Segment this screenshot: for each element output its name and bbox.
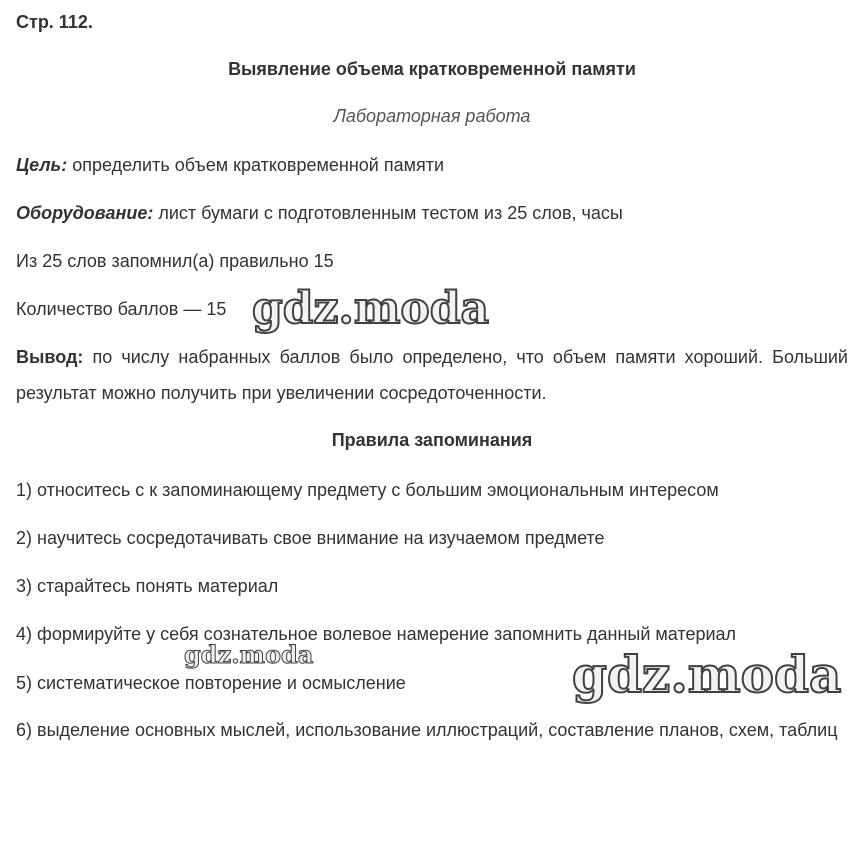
rules-heading: Правила запоминания bbox=[331, 430, 533, 450]
goal-paragraph bbox=[16, 154, 444, 176]
result-line: Из 25 слов запомнил(а) правильно 15 bbox=[16, 251, 334, 271]
equipment-paragraph bbox=[16, 202, 623, 224]
goal-label: Цель: bbox=[16, 155, 68, 175]
score-line: Количество баллов — 15 bbox=[16, 299, 227, 319]
rule-item: 1) относитесь с к запоминающему предмету с большим эмоциональным интересом bbox=[16, 480, 719, 500]
goal-text: определить объем кратковременной памяти bbox=[67, 155, 445, 175]
equipment-label: Оборудование: bbox=[16, 203, 154, 223]
equipment-text: лист бумаги с подготовленным тестом из 25 слов, часы bbox=[153, 203, 623, 223]
conclusion-paragraph bbox=[16, 339, 848, 411]
page-subtitle: Лабораторная работа bbox=[333, 106, 531, 126]
watermark-logo: gdz.moda bbox=[252, 283, 490, 334]
rule-item: 3) старайтесь понять материал bbox=[16, 576, 279, 596]
rule-item: 6) выделение основных мыслей, использование иллюстраций, составление планов, схем, таблиц bbox=[16, 720, 838, 740]
conclusion-text: по числу набранных баллов было определено, что объем памяти хороший. Больший результат можно получить при увеличении сосредоточенности. bbox=[16, 347, 848, 403]
page-number: Стр. 112. bbox=[16, 12, 93, 32]
rule-item: 2) научитесь сосредотачивать свое внимание на изучаемом предмете bbox=[16, 528, 605, 548]
page-title: Выявление объема кратковременной памяти bbox=[228, 59, 636, 79]
watermark-logo-small: gdz.moda bbox=[184, 640, 314, 669]
conclusion-label: Вывод: bbox=[16, 347, 84, 367]
watermark-logo-large: gdz.moda bbox=[572, 645, 842, 704]
rule-item: 5) систематическое повторение и осмысление bbox=[16, 673, 406, 693]
rule-item: 4) формируйте у себя сознательное волевое намерение запомнить данный материал bbox=[16, 624, 737, 644]
